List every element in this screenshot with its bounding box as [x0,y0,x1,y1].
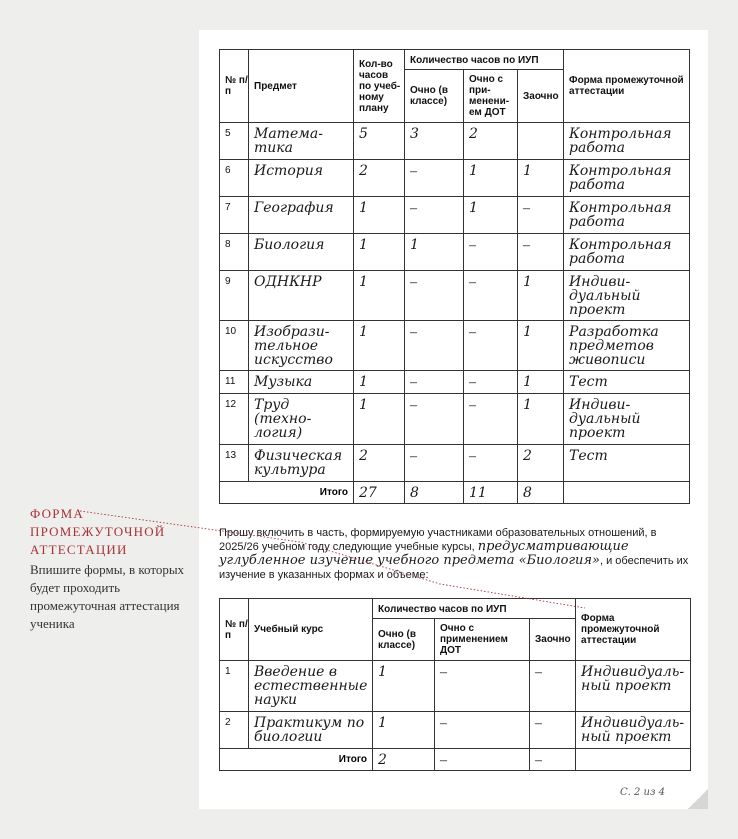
row-subject: Музыка [249,371,354,394]
row-form: Индивидуальный проект [564,271,690,321]
row-form: Контрольная работа [564,234,690,271]
row-form: Индивидуальный проект [576,712,691,749]
row-form: Контрольная работа [564,160,690,197]
margin-note-text: Впишите формы, в которых будет проходить промежуточная аттестация ученика [30,562,185,631]
row-ochno: – [405,197,464,234]
row-num: 8 [220,234,249,271]
row-dot: 2 [464,123,518,160]
row-ochno: – [405,271,464,321]
row-plan-hours: 2 [354,160,405,197]
row-zaochno: 2 [518,445,564,482]
row-zaochno: 1 [518,271,564,321]
row-zaochno: 1 [518,321,564,371]
row-ochno: 1 [405,234,464,271]
row-ochno: 3 [405,123,464,160]
row-subject: Изобразительное искусство [249,321,354,371]
row-num: 6 [220,160,249,197]
paragraph-handwritten: предусматривающие углубленное изучение учебного предмета «Биология» [219,539,629,568]
page-number: С. 2 из 4 [620,787,665,798]
total-zaochno: 8 [518,482,564,504]
total-plan-hours: 27 [354,482,405,504]
row-dot: – [464,445,518,482]
row-course: Введение в естественные науки [249,661,373,712]
row-dot: – [435,712,530,749]
header-plan-hours: Кол-во часов по учебному плану [354,50,405,123]
row-num: 7 [220,197,249,234]
row-form: Индивидуальный проект [564,394,690,445]
row-dot: 1 [464,197,518,234]
header-iup-group: Количество часов по ИУП [373,599,576,619]
row-dot: – [464,271,518,321]
row-form: Индивидуальный проект [576,661,691,712]
header-form: Форма промежуточной аттестации [576,599,691,661]
row-ochno: – [405,394,464,445]
total-zaochno: – [530,749,576,771]
row-dot: – [464,321,518,371]
row-form: Контрольная работа [564,197,690,234]
row-form: Контрольная работа [564,123,690,160]
row-dot: – [464,394,518,445]
header-zaochno: Заочно [530,619,576,661]
row-form: Тест [564,445,690,482]
row-zaochno: – [518,197,564,234]
header-course: Учебный курс [249,599,373,661]
row-ochno: – [405,321,464,371]
header-num: № п/п [220,50,249,123]
row-num: 10 [220,321,249,371]
row-subject: География [249,197,354,234]
row-ochno: – [405,445,464,482]
total-dot: – [435,749,530,771]
margin-note-title: ФОРМА ПРОМЕЖУТОЧНОЙ АТТЕСТАЦИИ [30,506,166,557]
row-ochno: – [405,371,464,394]
row-zaochno: – [518,234,564,271]
header-dot: Очно с применением ДОТ [464,70,518,123]
row-zaochno: – [530,712,576,749]
row-zaochno: 1 [518,394,564,445]
header-num: № п/п [220,599,249,661]
row-subject: Математика [249,123,354,160]
row-plan-hours: 1 [354,271,405,321]
header-form: Форма промежуточной аттестации [564,50,690,123]
row-form: Разработка предметов живописи [564,321,690,371]
row-plan-hours: 5 [354,123,405,160]
row-dot: – [435,661,530,712]
header-ochno: Очно (в классе) [373,619,435,661]
row-plan-hours: 1 [354,197,405,234]
total-label: Итого [220,482,354,504]
header-iup-group: Количество часов по ИУП [405,50,564,70]
row-ochno: 1 [373,712,435,749]
row-num: 2 [220,712,249,749]
row-subject: ОДНКНР [249,271,354,321]
row-course: Практикум по биологии [249,712,373,749]
row-ochno: 1 [373,661,435,712]
row-plan-hours: 1 [354,234,405,271]
row-num: 5 [220,123,249,160]
total-ochno: 2 [373,749,435,771]
row-plan-hours: 1 [354,321,405,371]
row-subject: Биология [249,234,354,271]
total-ochno: 8 [405,482,464,504]
header-zaochno: Заочно [518,70,564,123]
row-ochno: – [405,160,464,197]
row-num: 9 [220,271,249,321]
paragraph-text-end: , и обеспечить их изучение в указанных формах и объеме: [219,555,689,581]
row-dot: 1 [464,160,518,197]
header-subject: Предмет [249,50,354,123]
row-subject: Физическая культура [249,445,354,482]
row-zaochno: 1 [518,371,564,394]
row-dot: – [464,234,518,271]
row-plan-hours: 1 [354,394,405,445]
row-dot: – [464,371,518,394]
row-plan-hours: 2 [354,445,405,482]
row-form: Тест [564,371,690,394]
row-num: 12 [220,394,249,445]
row-num: 1 [220,661,249,712]
row-zaochno: – [530,661,576,712]
row-num: 13 [220,445,249,482]
row-num: 11 [220,371,249,394]
row-plan-hours: 1 [354,371,405,394]
row-subject: Труд (технология) [249,394,354,445]
header-ochno: Очно (в классе) [405,70,464,123]
total-dot: 11 [464,482,518,504]
row-zaochno: 1 [518,160,564,197]
header-dot: Очно с применением ДОТ [435,619,530,661]
row-subject: История [249,160,354,197]
paragraph-text: Прошу включить в часть, формируемую участниками образовательных отношений, в 2025/26 учебном году следующие учебные курсы, [219,527,657,553]
total-label: Итого [220,749,373,771]
